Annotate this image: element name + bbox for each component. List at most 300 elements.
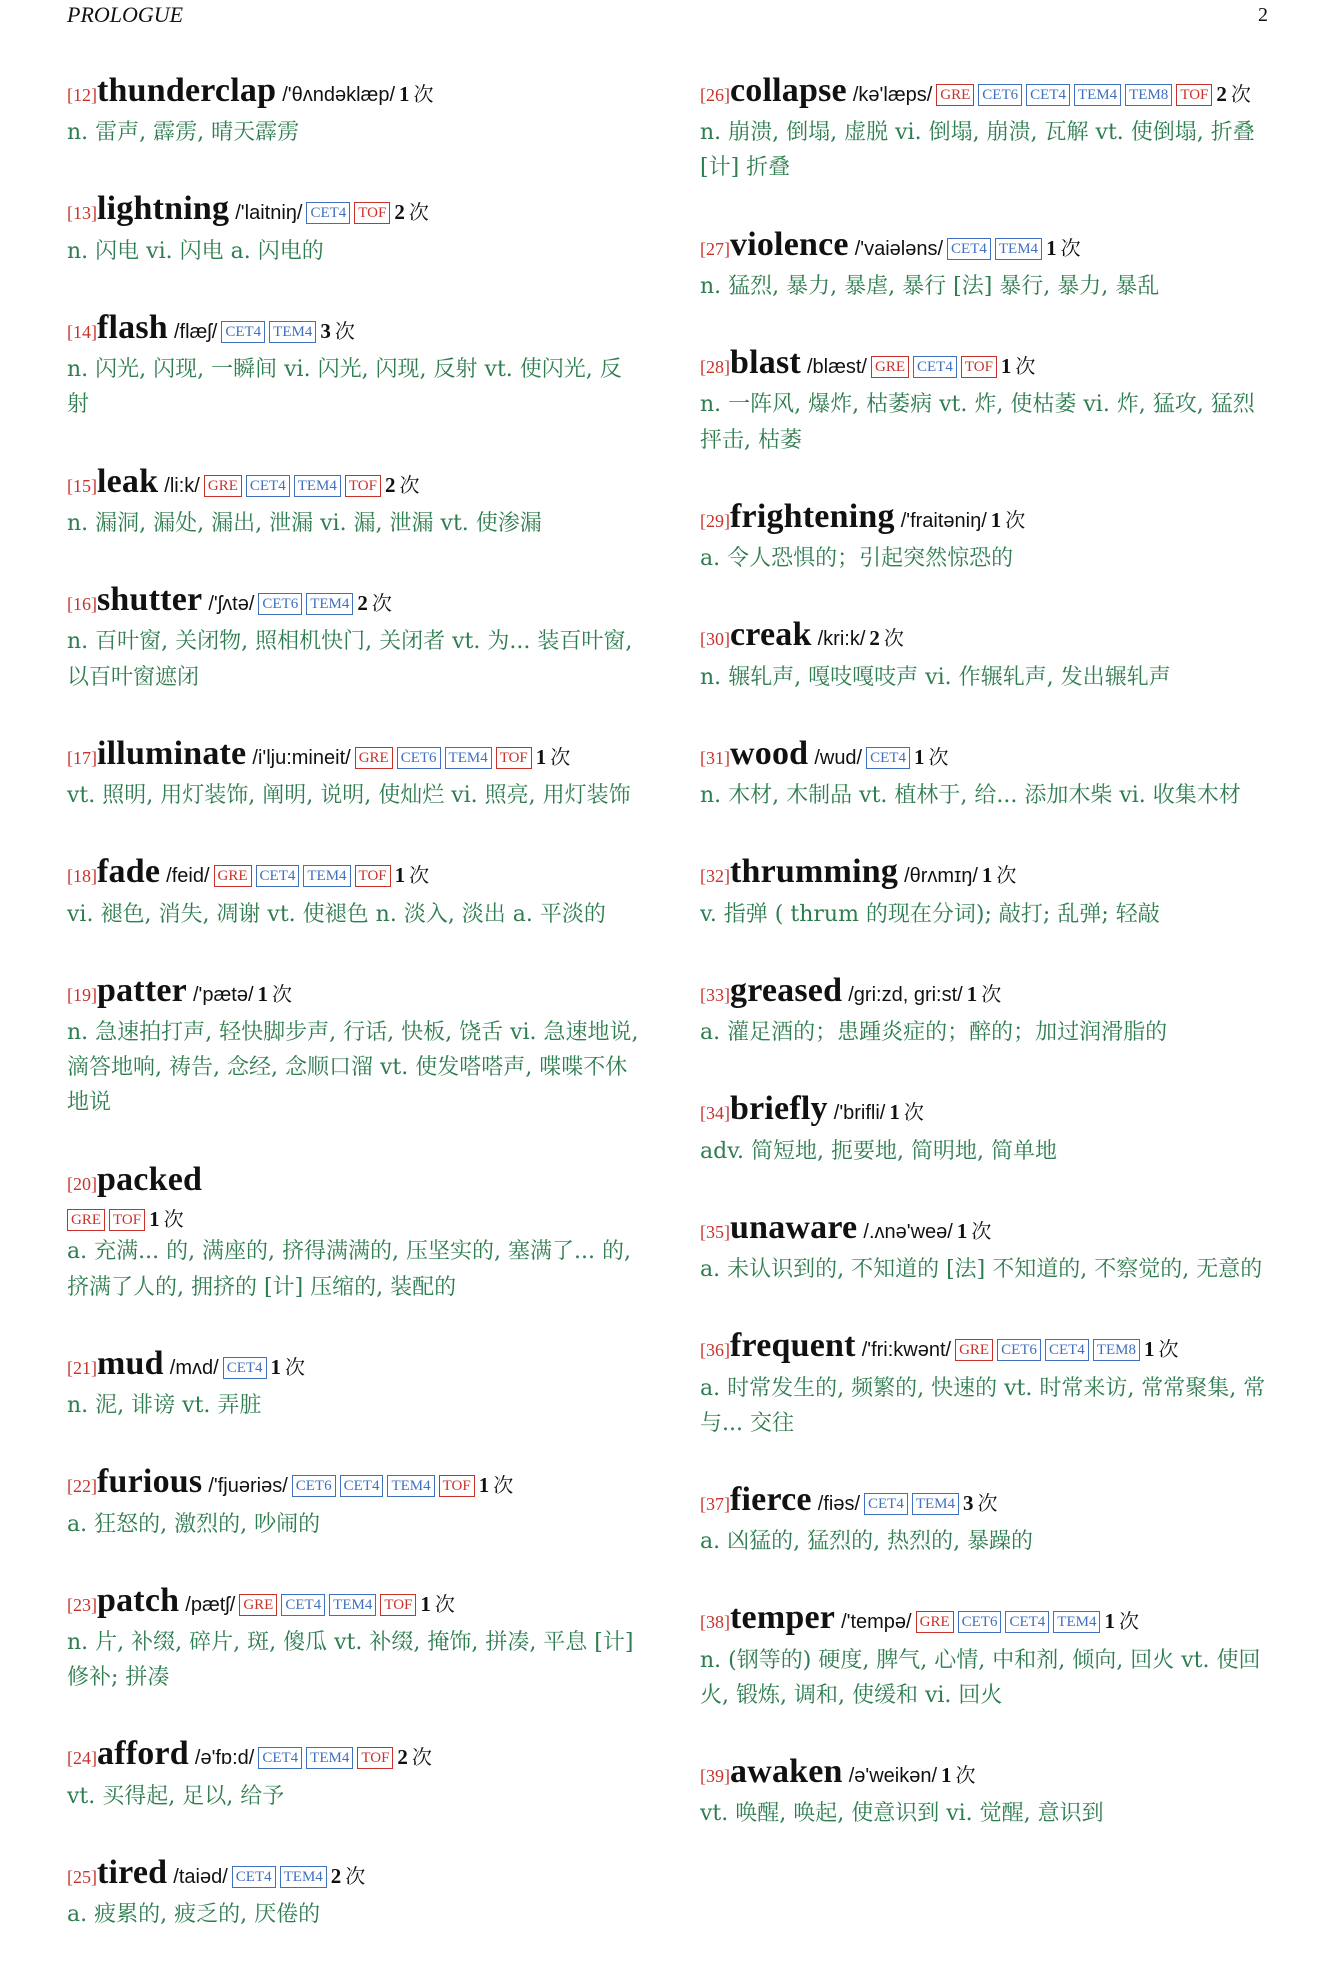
count-number: 1: [956, 1218, 968, 1243]
exam-tag-gre: GRE: [239, 1594, 277, 1616]
phonetic: /kə'læps/: [852, 84, 933, 106]
headword: leak: [97, 462, 159, 500]
occurrence-count: [914, 745, 949, 769]
exam-tag-tem4: TEM4: [269, 321, 316, 343]
definition: vt. 买得起, 足以, 给予: [67, 1783, 285, 1809]
exam-tag-tem8: TEM8: [1093, 1339, 1140, 1361]
occurrence-count: [1001, 354, 1036, 378]
vocab-entry: [700, 220, 1274, 304]
vocab-entry: [700, 966, 1274, 1050]
definition: n. 泥, 诽谤 vt. 弄脏: [67, 1393, 262, 1419]
entry-index: [14]: [67, 321, 97, 342]
exam-tag-tem4: TEM4: [329, 1594, 376, 1616]
count-unit: 次: [903, 1100, 924, 1125]
exam-tag-tof: TOF: [1176, 84, 1212, 106]
vocab-entry: [67, 966, 641, 1121]
entry-headline: [67, 966, 641, 1015]
definition: n. 木材, 木制品 vt. 植林于, 给... 添加木柴 vi. 收集木材: [700, 783, 1241, 809]
occurrence-count: [394, 200, 429, 224]
vocab-entry: [67, 575, 641, 695]
definition: adv. 简短地, 扼要地, 简明地, 简单地: [700, 1138, 1057, 1164]
vocab-entry: [67, 1339, 641, 1423]
count-unit: 次: [971, 1218, 992, 1243]
count-number: 1: [270, 1354, 282, 1379]
vocab-entry: [67, 847, 641, 931]
exam-tag-cet4: CET4: [1045, 1339, 1089, 1361]
exam-tag-cet4: CET4: [223, 1357, 267, 1379]
exam-tag-gre: GRE: [936, 84, 974, 106]
headword: afford: [97, 1735, 189, 1773]
entry-index: [20]: [67, 1173, 97, 1194]
entry-index: [36]: [700, 1340, 730, 1361]
entry-index: [33]: [700, 984, 730, 1005]
phonetic: /wud/: [814, 746, 863, 769]
occurrence-count: [1144, 1337, 1179, 1361]
count-unit: 次: [977, 1490, 998, 1515]
entry-headline: [700, 1321, 1274, 1370]
exam-tag-gre: GRE: [355, 747, 393, 769]
count-unit: 次: [1015, 354, 1036, 379]
exam-tags: [235, 1594, 416, 1616]
entry-index: [22]: [67, 1476, 97, 1497]
definition: vi. 褪色, 消失, 凋谢 vt. 使褪色 n. 淡入, 淡出 a. 平淡的: [67, 901, 606, 927]
count-unit: 次: [371, 591, 392, 616]
entry-headline: [700, 66, 1274, 115]
phonetic: /taiəd/: [173, 1865, 228, 1888]
phonetic: /i'lju:mineit/: [252, 746, 351, 769]
count-number: 1: [535, 744, 547, 769]
exam-tags: [302, 202, 390, 224]
exam-tag-tem4: TEM4: [912, 1493, 959, 1515]
vocab-entry: [67, 457, 641, 541]
headword: patter: [97, 971, 187, 1009]
entry-index: [37]: [700, 1493, 730, 1514]
entry-index: [28]: [700, 357, 730, 378]
count-unit: 次: [981, 981, 1002, 1006]
headword: packed: [97, 1160, 203, 1198]
entry-index: [32]: [700, 866, 730, 887]
exam-tag-tem4: TEM4: [1053, 1611, 1100, 1633]
count-unit: 次: [413, 82, 434, 106]
exam-tag-tof: TOF: [439, 1475, 475, 1497]
exam-tag-tem4: TEM4: [306, 593, 353, 615]
entry-index: [19]: [67, 984, 97, 1005]
headword: briefly: [730, 1090, 828, 1128]
entry-headline: [700, 966, 1274, 1015]
exam-tag-gre: GRE: [204, 475, 242, 497]
vocab-entry: [700, 1747, 1274, 1831]
vocab-entry: [700, 1475, 1274, 1559]
exam-tag-tof: TOF: [109, 1209, 145, 1231]
entry-headline: [700, 492, 1274, 541]
phonetic: /'ʃʌtə/: [208, 593, 255, 616]
count-number: 1: [889, 1100, 900, 1125]
exam-tag-cet6: CET6: [258, 593, 302, 615]
count-unit: 次: [955, 1763, 976, 1788]
definition: vt. 照明, 用灯装饰, 阐明, 说明, 使灿烂 vi. 照亮, 用灯装饰: [67, 783, 631, 809]
occurrence-count: [385, 473, 420, 497]
exam-tag-cet4: CET4: [866, 747, 910, 769]
definition: n. 漏洞, 漏处, 漏出, 泄漏 vi. 漏, 泄漏 vt. 使渗漏: [67, 510, 542, 536]
definition: n. 百叶窗, 关闭物, 照相机快门, 关闭者 vt. 为... 装百叶窗, 以百叶窗遮闭: [67, 629, 633, 690]
phonetic: /fiəs/: [817, 1492, 861, 1515]
exam-tag-cet6: CET6: [997, 1339, 1041, 1361]
count-number: 1: [394, 863, 406, 888]
headword: blast: [730, 344, 801, 382]
occurrence-count: [536, 745, 571, 769]
exam-tags: [228, 1866, 327, 1888]
vocab-entry: [67, 1576, 641, 1696]
headword: wood: [730, 734, 809, 772]
phonetic: /kri:k/: [817, 628, 866, 651]
entry-index: [23]: [67, 1594, 97, 1615]
occurrence-count: [991, 508, 1026, 532]
vocab-entry: [700, 1593, 1274, 1713]
definition: a. 狂怒的, 激烈的, 吵闹的: [67, 1511, 321, 1537]
phonetic: /blæst/: [806, 356, 867, 379]
occurrence-count: [357, 591, 392, 615]
vocab-entry: [67, 1457, 641, 1541]
entry-headline: [67, 575, 641, 624]
exam-tag-tof: TOF: [380, 1594, 416, 1616]
phonetic: /ə'weikən/: [848, 1765, 938, 1788]
entry-headline: [67, 729, 641, 778]
entry-headline: [67, 1848, 641, 1897]
occurrence-count: [1046, 236, 1081, 260]
exam-tag-cet4: CET4: [246, 475, 290, 497]
vocab-entry: [700, 66, 1274, 186]
headword: thunderclap: [97, 72, 277, 109]
exam-tag-tem4: TEM4: [294, 475, 341, 497]
exam-tag-tem4: TEM4: [1074, 84, 1121, 106]
occurrence-count: [271, 1355, 306, 1379]
occurrence-count: [397, 1745, 432, 1769]
exam-tags: [932, 84, 1212, 106]
entry-headline: [67, 847, 641, 896]
count-unit: 次: [1118, 1609, 1139, 1634]
entry-headline: [67, 66, 641, 115]
count-unit: 次: [550, 744, 571, 769]
definition: n. 雷声, 霹雳, 晴天霹雳: [67, 120, 300, 146]
definition: n. 一阵风, 爆炸, 枯萎病 vt. 炸, 使枯萎 vi. 炸, 猛攻, 猛烈抨击, 枯萎: [700, 392, 1255, 453]
entry-index: [18]: [67, 866, 97, 887]
count-unit: 次: [928, 744, 949, 769]
exam-tag-gre: GRE: [871, 356, 909, 378]
right-column: [700, 66, 1274, 1866]
page-number: 2: [1258, 4, 1268, 26]
occurrence-count: [399, 82, 434, 106]
exam-tag-cet6: CET6: [978, 84, 1022, 106]
headword: shutter: [97, 581, 203, 619]
count-unit: 次: [493, 1473, 514, 1498]
exam-tag-cet4: CET4: [864, 1493, 908, 1515]
occurrence-count: [331, 1864, 366, 1888]
entry-headline: [67, 1457, 641, 1506]
headword: frightening: [730, 497, 895, 535]
entry-index: [38]: [700, 1612, 730, 1633]
exam-tag-tem4: TEM4: [303, 865, 350, 887]
vocab-entry: [67, 66, 641, 150]
count-number: 2: [330, 1863, 342, 1888]
entry-index: [30]: [700, 629, 730, 650]
exam-tag-gre: GRE: [214, 865, 252, 887]
entry-index: [27]: [700, 238, 730, 259]
phonetic: /gri:zd, gri:st/: [848, 983, 963, 1006]
left-column: [67, 66, 641, 1966]
occurrence-count: [941, 1763, 976, 1787]
exam-tag-tof: TOF: [354, 202, 390, 224]
entry-index: [15]: [67, 475, 97, 496]
headword: collapse: [730, 72, 847, 109]
count-unit: 次: [1005, 507, 1026, 532]
exam-tag-tem4: TEM4: [306, 1747, 353, 1769]
exam-tag-cet4: CET4: [281, 1594, 325, 1616]
vocab-entry: [700, 1321, 1274, 1441]
entry-index: [21]: [67, 1357, 97, 1378]
count-number: 2: [869, 626, 880, 651]
exam-tag-cet4: CET4: [256, 865, 300, 887]
count-number: 1: [399, 82, 410, 106]
count-number: 1: [1046, 235, 1057, 260]
occurrence-count: [479, 1473, 514, 1497]
count-unit: 次: [1158, 1337, 1179, 1362]
entry-index: [17]: [67, 747, 97, 768]
exam-tag-gre: GRE: [955, 1339, 993, 1361]
entry-index: [13]: [67, 203, 97, 224]
definition: n. 辗轧声, 嘎吱嘎吱声 vi. 作辗轧声, 发出辗轧声: [700, 664, 1171, 690]
entry-headline: [67, 1576, 641, 1625]
count-number: 1: [913, 744, 925, 769]
entry-headline: [700, 338, 1274, 387]
count-number: 3: [963, 1490, 974, 1515]
exam-tag-cet4: CET4: [258, 1747, 302, 1769]
count-number: 2: [394, 200, 405, 225]
phonetic: /ə'fɒ:d/: [194, 1747, 255, 1770]
headword: lightning: [97, 190, 230, 228]
count-unit: 次: [1060, 235, 1081, 260]
exam-tag-cet4: CET4: [221, 321, 265, 343]
count-number: 2: [384, 472, 396, 497]
vocab-entry: [700, 1203, 1274, 1287]
count-number: 1: [990, 507, 1002, 532]
occurrence-count: [957, 1219, 992, 1243]
headword: temper: [730, 1599, 836, 1637]
exam-tags: [217, 321, 316, 343]
definition: n. 急速拍打声, 轻快脚步声, 行话, 快板, 饶舌 vi. 急速地说, 滴答地响, 祷告, 念经, 念顺口溜 vt. 使发嗒嗒声, 喋喋不休地说: [67, 1020, 639, 1116]
exam-tags: [219, 1357, 267, 1379]
exam-tag-tem4: TEM4: [995, 238, 1042, 260]
exam-tags: [951, 1339, 1140, 1361]
exam-tag-tem4: TEM4: [445, 747, 492, 769]
occurrence-count: [963, 1491, 998, 1515]
count-number: 3: [320, 318, 331, 343]
phonetic: /flæʃ/: [173, 320, 218, 343]
exam-tag-cet4: CET4: [1026, 84, 1070, 106]
vocab-entry: [700, 492, 1274, 576]
entry-index: [26]: [700, 85, 730, 105]
definition: v. 指弹 ( thrum 的现在分词); 敲打; 乱弹; 轻敲: [700, 901, 1160, 927]
definition: a. 凶猛的, 猛烈的, 热烈的, 暴躁的: [700, 1529, 1034, 1555]
count-unit: 次: [408, 200, 429, 225]
exam-tags: [210, 865, 391, 887]
entry-headline: [700, 1475, 1274, 1524]
exam-tag-tof: TOF: [345, 475, 381, 497]
exam-tag-tem8: TEM8: [1125, 84, 1172, 106]
phonetic: /pætʃ/: [185, 1593, 236, 1616]
entry-headline: [700, 847, 1274, 896]
exam-tag-cet4: CET4: [913, 356, 957, 378]
exam-tag-tof: TOF: [496, 747, 532, 769]
phonetic: /'brifli/: [833, 1102, 886, 1125]
vocab-entry: [700, 338, 1274, 458]
entry-index: [34]: [700, 1103, 730, 1124]
exam-tags: [867, 356, 997, 378]
headword: furious: [97, 1463, 203, 1501]
count-number: 1: [149, 1206, 160, 1231]
count-number: 1: [981, 863, 993, 888]
count-unit: 次: [272, 981, 293, 1006]
phonetic: /'fraitəniŋ/: [900, 509, 987, 532]
phonetic: /'laitniŋ/: [235, 202, 303, 225]
definition: n. 猛烈, 暴力, 暴虐, 暴行 [法] 暴行, 暴力, 暴乱: [700, 273, 1160, 299]
definition: a. 疲累的, 疲乏的, 厌倦的: [67, 1902, 321, 1928]
phonetic: /'vaiələns/: [854, 237, 944, 260]
occurrence-count: [149, 1207, 184, 1231]
definition: a. 令人恐惧的；引起突然惊恐的: [700, 546, 1014, 572]
entry-index: [39]: [700, 1766, 730, 1787]
vocab-entry: [67, 729, 641, 813]
definition: vt. 唤醒, 唤起, 使意识到 vi. 觉醒, 意识到: [700, 1801, 1104, 1827]
occurrence-count: [967, 982, 1002, 1006]
exam-tag-tof: TOF: [355, 865, 391, 887]
exam-tag-gre: GRE: [67, 1209, 105, 1231]
occurrence-count: [258, 982, 293, 1006]
phonetic: /'tempə/: [841, 1611, 912, 1634]
entry-index: [31]: [700, 747, 730, 768]
count-number: 1: [941, 1763, 952, 1788]
exam-tag-gre: GRE: [916, 1611, 954, 1633]
entry-headline: [700, 1593, 1274, 1642]
entry-index: [24]: [67, 1748, 97, 1769]
headword: fierce: [730, 1480, 812, 1518]
definition: n. 片, 补缀, 碎片, 斑, 傻瓜 vt. 补缀, 掩饰, 拼凑, 平息 [计] 修补; 拼凑: [67, 1630, 634, 1691]
definition: n. 崩溃, 倒塌, 虚脱 vi. 倒塌, 崩溃, 瓦解 vt. 使倒塌, 折叠 [计] 折叠: [700, 120, 1255, 181]
phonetic: /'θʌndəklæp/: [282, 84, 396, 106]
entry-index: [25]: [67, 1866, 97, 1887]
exam-tag-cet4: CET4: [340, 1475, 384, 1497]
vocab-entry: [67, 1848, 641, 1932]
count-number: 1: [420, 1591, 431, 1616]
count-number: 1: [966, 981, 978, 1006]
count-number: 2: [397, 1745, 408, 1770]
exam-tags: [862, 747, 910, 769]
running-header-title: PROLOGUE: [67, 2, 184, 27]
headword: awaken: [730, 1753, 843, 1791]
headword: greased: [730, 971, 843, 1009]
entry-headline: [67, 1155, 641, 1235]
exam-tag-tem4: TEM4: [280, 1866, 327, 1888]
exam-tag-cet4: CET4: [232, 1866, 276, 1888]
entry-index: [29]: [700, 510, 730, 531]
count-unit: 次: [409, 863, 430, 888]
headword: creak: [730, 616, 812, 654]
vocab-entry: [700, 1084, 1274, 1168]
headword: thrumming: [730, 853, 899, 891]
count-number: 1: [1104, 1609, 1115, 1634]
count-unit: 次: [345, 1863, 366, 1888]
headword: unaware: [730, 1208, 858, 1246]
headword: illuminate: [97, 734, 247, 772]
entry-headline: [700, 729, 1274, 778]
vocab-entry: [67, 303, 641, 423]
entry-headline: [700, 610, 1274, 659]
exam-tags: [254, 593, 353, 615]
exam-tag-cet4: CET4: [1005, 1611, 1049, 1633]
definition: n. 闪光, 闪现, 一瞬间 vi. 闪光, 闪现, 反射 vt. 使闪光, 反射: [67, 357, 622, 418]
occurrence-count: [869, 626, 904, 650]
count-unit: 次: [1230, 82, 1251, 106]
count-unit: 次: [996, 863, 1017, 888]
phonetic: /mʌd/: [169, 1356, 219, 1379]
count-unit: 次: [285, 1354, 306, 1379]
definition: a. 灌足酒的；患踵炎症的；醉的；加过润滑脂的: [700, 1020, 1168, 1046]
vocab-entry: [700, 610, 1274, 694]
headword: patch: [97, 1581, 180, 1619]
headword: tired: [97, 1853, 168, 1891]
phonetic: /'fjuəriəs/: [208, 1475, 288, 1498]
exam-tags: [288, 1475, 475, 1497]
occurrence-count: [1216, 82, 1251, 106]
vocab-entry: [67, 1155, 641, 1305]
definition: a. 未认识到的, 不知道的 [法] 不知道的, 不察觉的, 无意的: [700, 1257, 1263, 1283]
phonetic: /θrʌmɪŋ/: [904, 865, 978, 888]
entry-headline: [67, 1339, 641, 1388]
exam-tags: [67, 1209, 145, 1231]
headword: flash: [97, 308, 168, 346]
count-number: 2: [357, 591, 368, 616]
exam-tags: [351, 747, 532, 769]
exam-tag-tof: TOF: [357, 1747, 393, 1769]
exam-tags: [860, 1493, 959, 1515]
exam-tags: [200, 475, 381, 497]
count-unit: 次: [334, 318, 355, 343]
exam-tag-tof: TOF: [961, 356, 997, 378]
headword: violence: [730, 225, 849, 263]
count-unit: 次: [411, 1745, 432, 1770]
phonetic: /.ʌnə'weə/: [863, 1220, 953, 1243]
occurrence-count: [420, 1592, 455, 1616]
count-number: 1: [478, 1473, 490, 1498]
definition: a. 时常发生的, 频繁的, 快速的 vt. 时常来访, 常常聚集, 常与... 交往: [700, 1375, 1266, 1436]
entry-headline: [700, 1203, 1274, 1252]
occurrence-count: [320, 319, 355, 343]
exam-tag-cet6: CET6: [292, 1475, 336, 1497]
exam-tag-cet4: CET4: [306, 202, 350, 224]
exam-tags: [943, 238, 1042, 260]
entry-headline: [67, 184, 641, 233]
vocab-entry: [700, 729, 1274, 813]
count-number: 1: [1000, 354, 1012, 379]
entry-index: [16]: [67, 594, 97, 615]
exam-tag-tem4: TEM4: [387, 1475, 434, 1497]
entry-headline: [700, 220, 1274, 269]
exam-tag-cet4: CET4: [947, 238, 991, 260]
count-unit: 次: [434, 1591, 455, 1616]
phonetic: /li:k/: [164, 474, 200, 497]
count-unit: 次: [883, 626, 904, 651]
headword: frequent: [730, 1327, 856, 1365]
vocab-entry: [700, 847, 1274, 931]
